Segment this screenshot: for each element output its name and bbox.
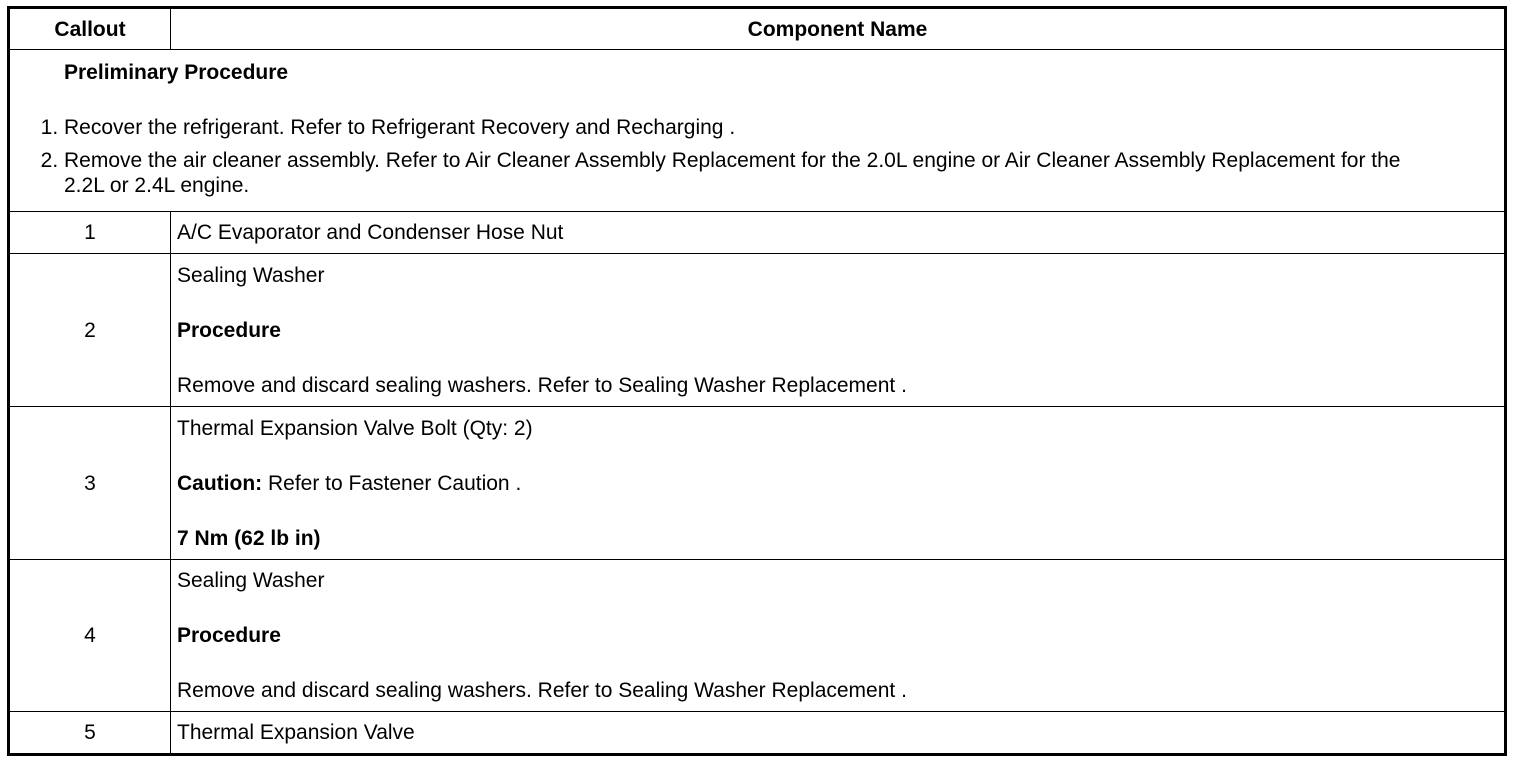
caution-label: Caution: bbox=[177, 471, 263, 495]
component-cell bbox=[171, 407, 1506, 560]
preliminary-step: 1. Recover the refrigerant. Refer to Refrigerant Recovery and Recharging . bbox=[64, 115, 1434, 140]
callout-cell: 4 bbox=[9, 560, 171, 712]
preliminary-step: 2. Remove the air cleaner assembly. Refer to Air Cleaner Assembly Replacement for the 2.0L engine or Air Cleaner Assembly Replacement for the 2.2L or 2.4L engine. bbox=[64, 148, 1434, 198]
header-component-name: Component Name bbox=[171, 8, 1506, 50]
caution-text: Refer to Fastener Caution . bbox=[262, 471, 522, 495]
torque-spec: 7 Nm (62 lb in) bbox=[177, 526, 321, 550]
header-callout: Callout bbox=[9, 8, 171, 50]
component-cell bbox=[171, 560, 1506, 712]
component-name: Thermal Expansion Valve bbox=[177, 721, 415, 744]
header-row bbox=[9, 8, 1506, 50]
component-name: Thermal Expansion Valve Bolt (Qty: 2) bbox=[177, 416, 533, 440]
table-row bbox=[9, 254, 1506, 407]
table-row bbox=[9, 560, 1506, 712]
preliminary-row bbox=[9, 50, 1506, 212]
callout-cell: 1 bbox=[9, 212, 171, 254]
component-cell bbox=[171, 212, 1506, 254]
preliminary-steps bbox=[10, 115, 1504, 198]
procedure-label: Procedure bbox=[177, 318, 281, 342]
caution-line bbox=[177, 471, 1504, 496]
component-name: A/C Evaporator and Condenser Hose Nut bbox=[177, 221, 564, 244]
table-row bbox=[9, 712, 1506, 755]
table-row bbox=[9, 407, 1506, 560]
preliminary-procedure bbox=[9, 50, 1506, 212]
table-row bbox=[9, 212, 1506, 254]
component-name: Sealing Washer bbox=[177, 263, 325, 287]
callout-cell: 5 bbox=[9, 712, 171, 755]
component-cell bbox=[171, 254, 1506, 407]
procedure-label: Procedure bbox=[177, 624, 281, 647]
procedure-text: Remove and discard sealing washers. Refer to Sealing Washer Replacement . bbox=[177, 679, 907, 702]
procedure-text: Remove and discard sealing washers. Refer to Sealing Washer Replacement . bbox=[177, 373, 907, 397]
callout-cell: 3 bbox=[9, 407, 171, 560]
component-cell bbox=[171, 712, 1506, 755]
callout-cell: 2 bbox=[9, 254, 171, 407]
component-table bbox=[7, 6, 1507, 756]
component-name: Sealing Washer bbox=[177, 569, 325, 592]
preliminary-title: Preliminary Procedure bbox=[64, 61, 289, 84]
